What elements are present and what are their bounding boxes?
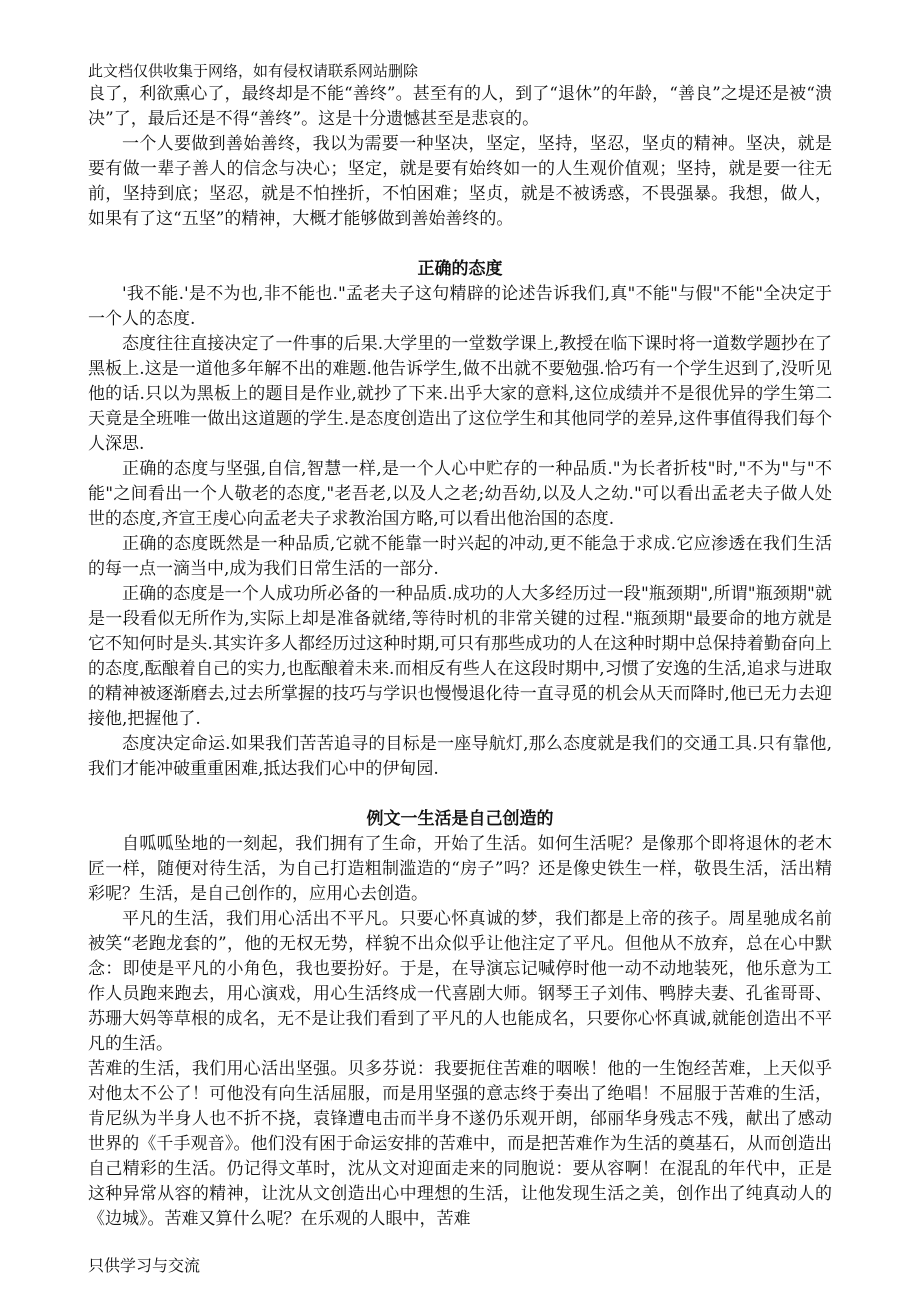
footer-note: 只供学习与交流 xyxy=(88,1256,201,1275)
header-note: 此文档仅供收集于网络，如有侵权请联系网站删除 xyxy=(88,62,419,80)
section1-paragraph-2: 态度往往直接决定了一件事的后果.大学里的一堂数学课上,教授在临下课时将一道数学题抄在了黑板上.这是一道他多年解不出的难题.他告诉学生,做不出就不要勉强.恰巧有一个学生迟到了,没听见他的话.只以为黑板上的题目是作业,就抄了下来.出乎大家的意料,这位成绩并不是很优异的学生第二天竟是全班唯一做出这道题的学生.是态度创造出了这位学生和其他同学的差异,这件事值得我们每个人深思. xyxy=(88,334,832,454)
section2-paragraph-3: 苦难的生活，我们用心活出坚强。贝多芬说：我要扼住苦难的咽喉！他的一生饱经苦难，上天似乎对他太不公了！可他没有向生活屈服，而是用坚强的意志终于奏出了绝唱！不屈服于苦难的生活，肯尼纵为半身人也不折不挠，袁锋遭电击而半身不遂仍乐观开朗，邰丽华身残志不残，献出了感动世界的《千手观音》。他们没有困于命运安排的苦难中，而是把苦难作为生活的奠基石，从而创造出自己精彩的生活。仍记得文革时，沈从文对迎面走来的同胞说：要从容啊！在混乱的年代中，正是这种异常从容的精神，让沈从文创造出心中理想的生活，让他发现生活之美，创作出了纯真动人的《边城》。苦难又算什么呢？在乐观的人眼中，苦难 xyxy=(88,1059,832,1229)
section2-paragraph-2: 平凡的生活，我们用心活出不平凡。只要心怀真诚的梦，我们都是上帝的孩子。周星驰成名前被笑“老跑龙套的”，他的无权无势，样貌不出众似乎让他注定了平凡。但他从不放弃，总在心中默念：即使是平凡的小角色，我也要扮好。于是，在导演忘记喊停时他一动不动地装死，他乐意为工作人员跑来跑去，用心演戏，用心生活终成一代喜剧大师。钢琴王子刘伟、鸭脖夫妻、孔雀哥哥、苏珊大妈等草根的成名，无不是让我们看到了平凡的人也能成名，只要你心怀真诚,就能创造出不平凡的生活。 xyxy=(88,909,832,1054)
section1-paragraph-3: 正确的态度与坚强,自信,智慧一样,是一个人心中贮存的一种品质."为长者折枝"时,"不为"与"不能"之间看出一个人敬老的态度,"老吾老,以及人之老;幼吾幼,以及人之幼."可以看出孟老夫子做人处世的态度,齐宣王虔心向孟老夫子求教治国方略,可以看出他治国的态度. xyxy=(88,459,832,529)
section-correct-attitude xyxy=(88,257,832,782)
intro-paragraph-2: 一个人要做到善始善终，我以为需要一种坚决，坚定，坚持，坚忍，坚贞的精神。坚决，就是要有做一辈子善人的信念与决心；坚定，就是要有始终如一的人生观价值观；坚持，就是要一往无前，坚持到底；坚忍，就是不怕挫折，不怕困难；坚贞，就是不被诱惑，不畏强暴。我想，做人，如果有了这“五坚”的精神，大概才能够做到善始善终的。 xyxy=(88,134,832,229)
intro-section xyxy=(88,82,832,232)
section1-paragraph-5: 正确的态度是一个人成功所必备的一种品质.成功的人大多经历过一段"瓶颈期",所谓"瓶颈期"就是一段看似无所作为,实际上却是准备就绪,等待时机的非常关键的过程."瓶颈期"最要命的地方就是它不知何时是头.其实许多人都经历过这种时期,可只有那些成功的人在这种时期中总保持着勤奋向上的态度,酝酿着自己的实力,也酝酿着未来.而相反有些人在这段时期中,习惯了安逸的生活,追求与进取的精神被逐渐磨去,过去所掌握的技巧与学识也慢慢退化待一直寻觅的机会从天而降时,他已无力去迎接他,把握他了. xyxy=(88,584,832,729)
section-title: 正确的态度 xyxy=(417,259,503,279)
section2-paragraph-1: 自呱呱坠地的一刻起，我们拥有了生命，开始了生活。如何生活呢？是像那个即将退休的老木匠一样，随便对待生活，为自己打造粗制滥造的“房子”吗？还是像史铁生一样，敬畏生活，活出精彩呢？生活，是自己创作的，应用心去创造。 xyxy=(88,834,832,904)
section1-paragraph-6: 态度决定命运.如果我们苦苦追寻的目标是一座导航灯,那么态度就是我们的交通工具.只有靠他,我们才能冲破重重困难,抵达我们心中的伊甸园. xyxy=(88,734,832,779)
section-title: 例文一生活是自己创造的 xyxy=(366,809,554,829)
document-page xyxy=(88,60,832,1232)
section-life-is-self-created xyxy=(88,807,832,1232)
section1-paragraph-4: 正确的态度既然是一种品质,它就不能靠一时兴起的冲动,更不能急于求成.它应渗透在我们生活的每一点一滴当中,成为我们日常生活的一部分. xyxy=(88,534,832,579)
section1-paragraph-1: '我不能.'是不为也,非不能也."孟老夫子这句精辟的论述告诉我们,真"不能"与假"不能"全决定于一个人的态度. xyxy=(88,284,832,329)
intro-paragraph-1: 良了，利欲熏心了，最终却是不能“善终”。甚至有的人，到了“退休”的年龄，“善良”之堤还是被“溃决”了，最后还是不得“善终”。这是十分遗憾甚至是悲哀的。 xyxy=(88,84,832,129)
